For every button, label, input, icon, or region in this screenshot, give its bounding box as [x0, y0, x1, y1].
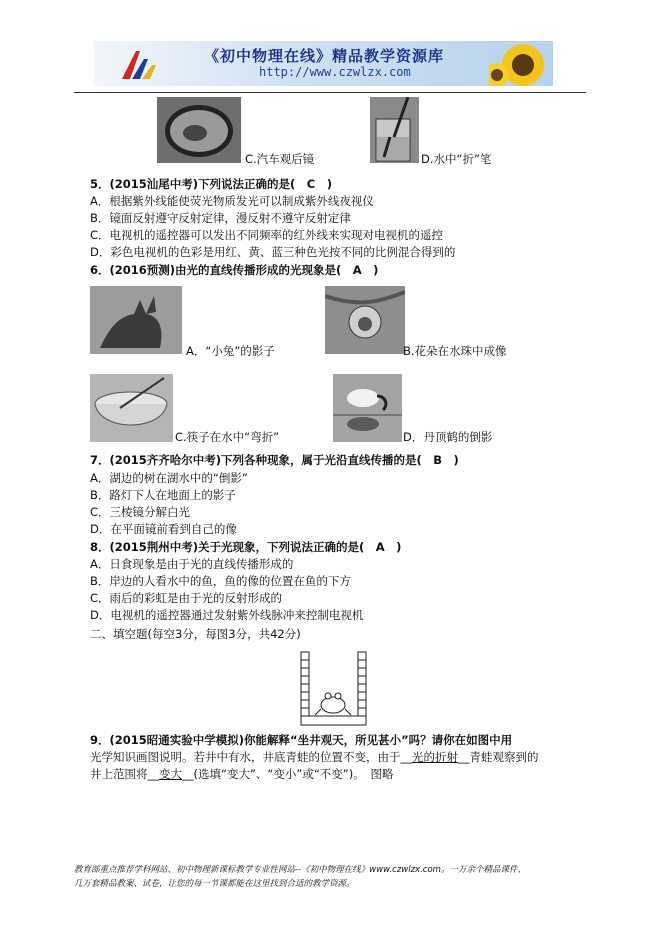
q9-line3-post: __(选填“变大”、“变小”或“不变”)。 图略	[182, 767, 394, 781]
q7-option-b: B．路灯下人在地面上的影子	[90, 488, 236, 502]
crane-reflection-photo	[333, 374, 402, 442]
header-banner	[94, 41, 553, 86]
q5-option-d: D．彩色电视机的色彩是用红、黄、蓝三种色光按不同的比例混合得到的	[90, 245, 456, 259]
q9-line1	[90, 732, 512, 749]
footer-line2: 几万套精品教案、试卷，让您的每一节课都能在这里找到合适的教学资源。	[74, 879, 355, 889]
water-drop-icon	[325, 286, 405, 354]
q5-option-c: C．电视机的遥控器可以发出不同频率的红外线来实现对电视机的遥控	[90, 228, 444, 242]
well-frog-diagram	[300, 651, 367, 726]
rabbit-shadow-photo	[90, 286, 182, 354]
q5-stem: 5．(2015汕尾中考)下列说法正确的是( C )	[90, 177, 332, 191]
footer-line1: 教育部重点推荐学科网站、初中物理新课标教学专业性网站--《初中物理在线》www.czwlzx.com。一万余个精品课件、	[74, 865, 526, 875]
q7-option-a: A．湖边的树在湖水中的“倒影”	[90, 471, 248, 485]
sunflower-icon	[489, 41, 553, 86]
crane-icon	[333, 374, 402, 442]
q6-option-c: C.筷子在水中“弯折”	[175, 430, 280, 444]
glass-pen-icon	[370, 97, 419, 163]
q9-stem: 9．(2015昭通实验中学模拟)你能解释“坐井观天，所见甚小”吗？请你在如图中用	[90, 733, 513, 747]
q7-stem: 7．(2015齐齐哈尔中考)下列各种现象，属于光沿直线传播的是( B )	[90, 453, 459, 467]
q8-option-c: C．雨后的彩虹是由于光的反射形成的	[90, 591, 283, 605]
q6-stem: 6．(2016预测)由光的直线传播形成的光现象是( A )	[90, 263, 379, 277]
q8-option-a: A．日食现象是由于光的直线传播形成的	[90, 557, 294, 571]
q5-option-b: B．镜面反射遵守反射定律，漫反射不遵守反射定律	[90, 211, 351, 225]
logo-icon	[118, 45, 162, 83]
chopsticks-bowl-photo	[90, 374, 173, 442]
q9-line2-post: __青蛙观察到的	[458, 750, 539, 764]
q6-option-b: B.花朵在水珠中成像	[403, 344, 507, 358]
q9-line3	[90, 766, 393, 783]
section-fill-in-heading: 二、填空题(每空3分，每图3分，共42分)	[90, 627, 301, 641]
hand-shadow-icon	[90, 286, 182, 354]
q9-line2	[90, 749, 539, 766]
q5-option-a: A．根据紫外线能使荧光物质发光可以制成紫外线夜视仪	[90, 194, 374, 208]
q8-option-d: D．电视机的遥控器通过发射紫外线脉冲来控制电视机	[90, 608, 364, 622]
option-c-car-mirror: C.汽车观后镜	[245, 152, 315, 166]
well-frog-icon	[300, 651, 367, 726]
q9-answer-refraction: 光的折射	[412, 750, 458, 764]
q9-line2-pre: 光学知识画图说明。若井中有水，井底青蛙的位置不变，由于__	[90, 750, 412, 764]
banner-url[interactable]: http://www.czwlzx.com	[259, 65, 411, 79]
q9-line3-pre: 井上范围将__	[90, 767, 159, 781]
banner-title: 《初中物理在线》精品教学资源库	[204, 47, 445, 65]
bent-pen-photo	[370, 97, 419, 163]
car-mirror-photo	[157, 97, 241, 163]
option-d-bent-pen: D.水中“折”笔	[421, 152, 492, 166]
q7-option-c: C．三棱镜分解白光	[90, 505, 191, 519]
water-drop-flower-photo	[325, 286, 405, 354]
bowl-icon	[90, 374, 173, 442]
q9-answer-larger: 变大	[159, 767, 182, 781]
q8-option-b: B．岸边的人看水中的鱼，鱼的像的位置在鱼的下方	[90, 574, 351, 588]
q7-option-d: D．在平面镜前看到自己的像	[90, 522, 237, 536]
q6-option-d: D．丹顶鹤的倒影	[403, 430, 493, 444]
q6-option-a: A．“小兔”的影子	[186, 344, 275, 358]
header-rule	[74, 92, 586, 93]
q8-stem: 8．(2015荆州中考)关于光现象，下列说法正确的是( A )	[90, 540, 402, 554]
car-mirror-icon	[157, 97, 241, 163]
